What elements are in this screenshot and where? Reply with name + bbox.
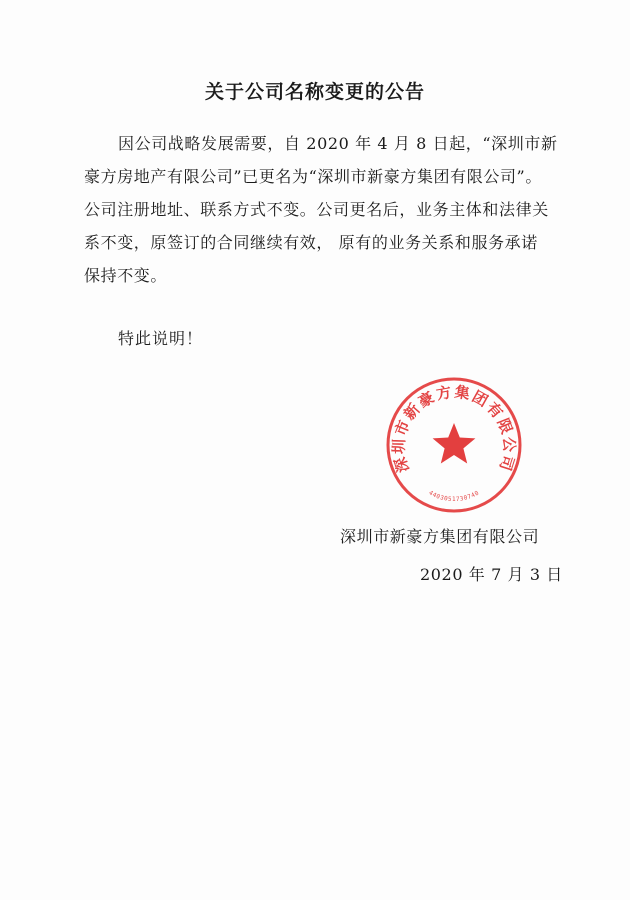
- seal-number-path: 4403051730740: [427, 489, 481, 504]
- signer-name: 深圳市新豪方集团有限公司: [340, 527, 540, 546]
- seal-number: [427, 489, 480, 503]
- body-line: 系不变，原签订的合同继续有效， 原有的业务关系和服务承诺: [84, 233, 538, 252]
- document-title: 关于公司名称变更的公告: [204, 81, 425, 103]
- sign-date: 2020 年 7 月 3 日: [420, 565, 563, 584]
- body-line: 豪方房地产有限公司”已更名为“深圳市新豪方集团有限公司”。: [84, 167, 542, 186]
- seal-star-icon: [433, 423, 476, 464]
- body-line: 保持不变。: [84, 266, 168, 285]
- seal-text-path: 深圳市新豪方集团有限公司: [389, 382, 519, 475]
- body-line: 公司注册地址、联系方式不变。公司更名后，业务主体和法律关: [84, 200, 549, 219]
- announcement-body: [84, 127, 556, 292]
- body-line: 因公司战略发展需要，自 2020 年 4 月 8 日起，“深圳市新: [118, 134, 558, 153]
- company-seal: [384, 375, 524, 515]
- closing-remark: 特此说明！: [118, 329, 204, 348]
